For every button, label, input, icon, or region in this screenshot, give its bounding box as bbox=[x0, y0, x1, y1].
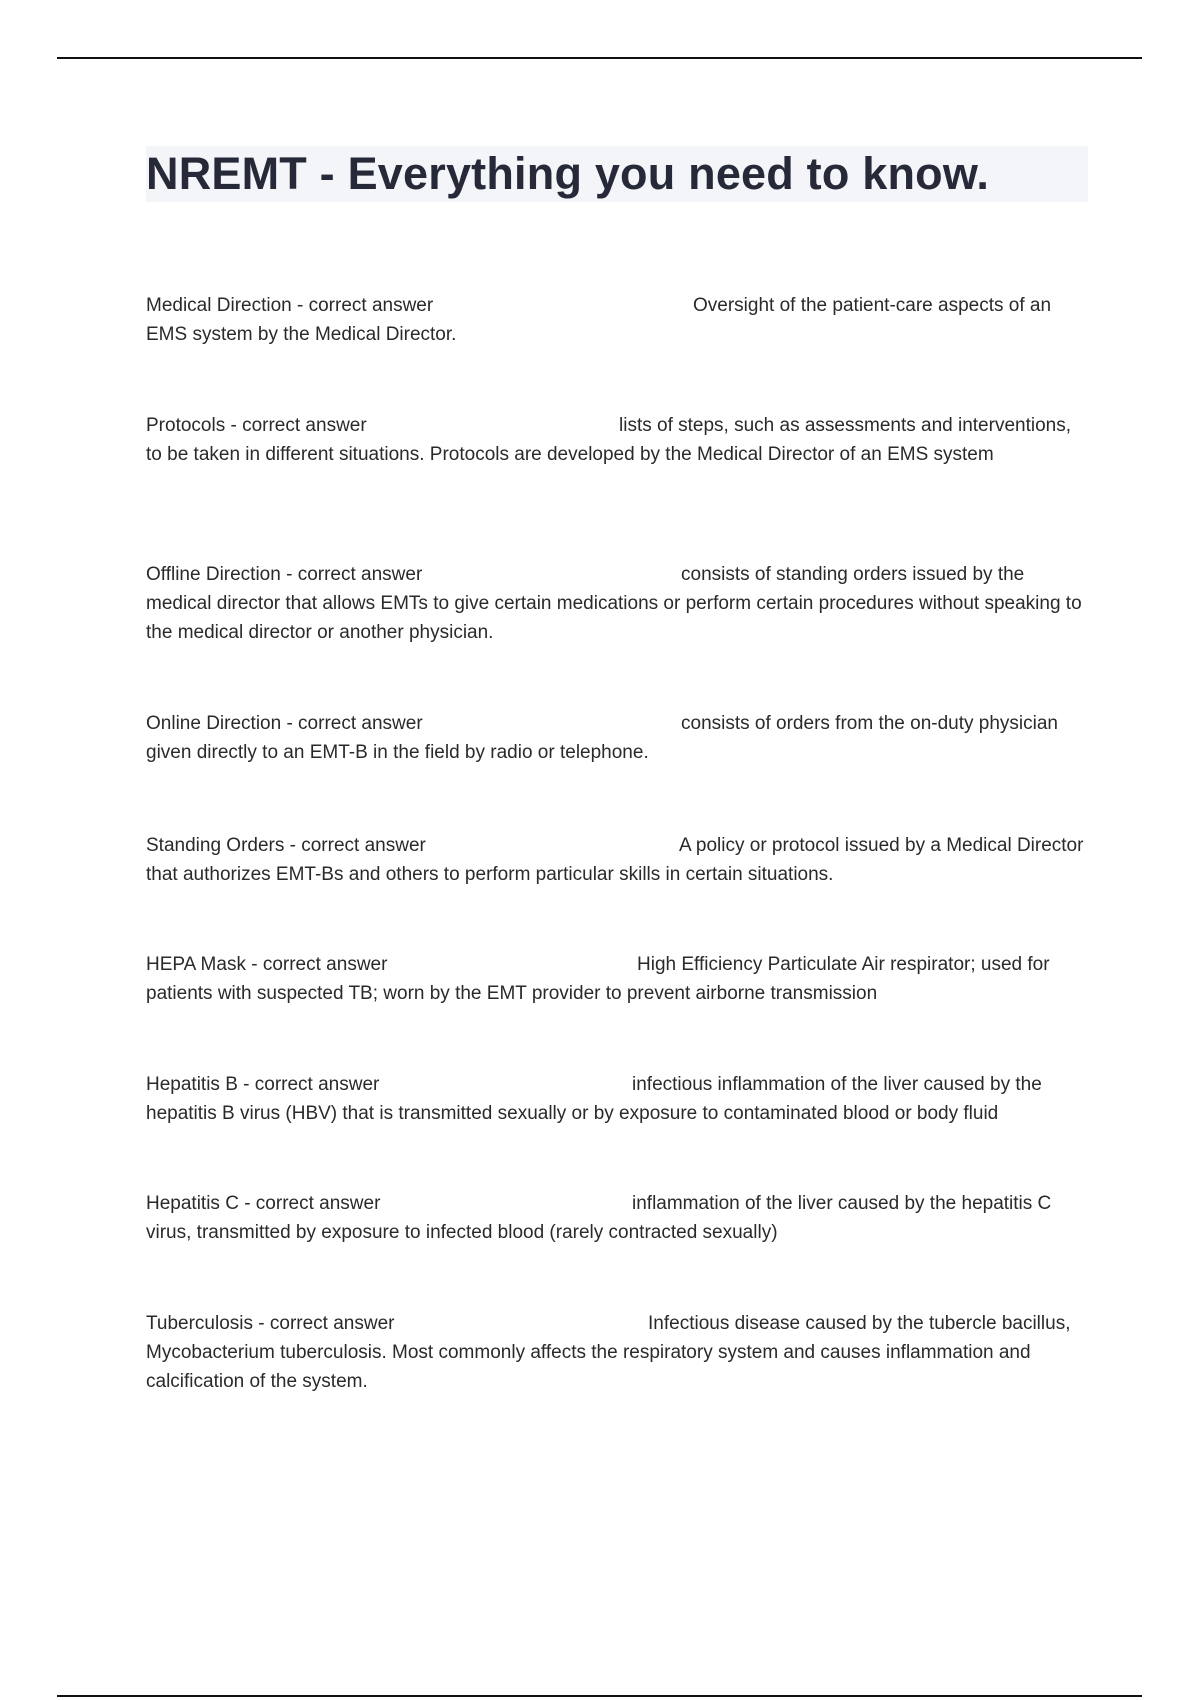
flashcard-entry bbox=[146, 291, 1091, 349]
entry-term: Online Direction - correct answer bbox=[146, 713, 423, 734]
entry-answer: High Efficiency Particulate Air respirator; used for patients with suspected TB; worn by the EMT provider to prevent airborne transmission bbox=[146, 954, 1050, 1004]
entry-term: Standing Orders - correct answer bbox=[146, 835, 426, 856]
header-rule bbox=[57, 57, 1142, 59]
entry-term: HEPA Mask - correct answer bbox=[146, 954, 388, 975]
entry-term: Offline Direction - correct answer bbox=[146, 564, 423, 585]
entry-answer: infectious inflammation of the liver caused by the hepatitis B virus (HBV) that is transmitted sexually or by exposure to contaminated blood or body fluid bbox=[146, 1074, 1042, 1124]
entry-term: Hepatitis B - correct answer bbox=[146, 1074, 380, 1095]
entry-term: Medical Direction - correct answer bbox=[146, 295, 434, 316]
flashcard-entry bbox=[146, 411, 1091, 469]
flashcard-entry bbox=[146, 831, 1091, 889]
entry-term: Hepatitis C - correct answer bbox=[146, 1193, 381, 1214]
entry-answer: inflammation of the liver caused by the hepatitis C virus, transmitted by exposure to infected blood (rarely contracted sexually) bbox=[146, 1193, 1052, 1243]
entry-answer: A policy or protocol issued by a Medical Director that authorizes EMT-Bs and others to perform particular skills in certain situations. bbox=[146, 835, 1084, 885]
flashcard-entry bbox=[146, 1309, 1091, 1396]
entry-answer: Infectious disease caused by the tubercle bacillus, Mycobacterium tuberculosis. Most commonly affects the respiratory system and causes inflammation and calcification of the system. bbox=[146, 1313, 1071, 1392]
flashcard-entry bbox=[146, 709, 1091, 767]
flashcard-entry bbox=[146, 1070, 1091, 1128]
flashcard-entry bbox=[146, 560, 1091, 647]
entry-answer: lists of steps, such as assessments and interventions, to be taken in different situations. Protocols are developed by the Medical Director of an EMS system bbox=[146, 415, 1071, 465]
page-title: NREMT - Everything you need to know. bbox=[146, 148, 990, 199]
entry-term: Tuberculosis - correct answer bbox=[146, 1313, 395, 1334]
footer-rule bbox=[57, 1695, 1142, 1697]
flashcard-entry bbox=[146, 1189, 1091, 1247]
entry-answer: consists of standing orders issued by the medical director that allows EMTs to give certain medications or perform certain procedures without speaking to the medical director or another physician. bbox=[146, 564, 1082, 643]
flashcard-entry bbox=[146, 950, 1091, 1008]
entry-answer: consists of orders from the on-duty physician given directly to an EMT-B in the field by radio or telephone. bbox=[146, 713, 1059, 763]
entry-answer: Oversight of the patient-care aspects of an EMS system by the Medical Director. bbox=[146, 295, 1052, 345]
entry-term: Protocols - correct answer bbox=[146, 415, 367, 436]
